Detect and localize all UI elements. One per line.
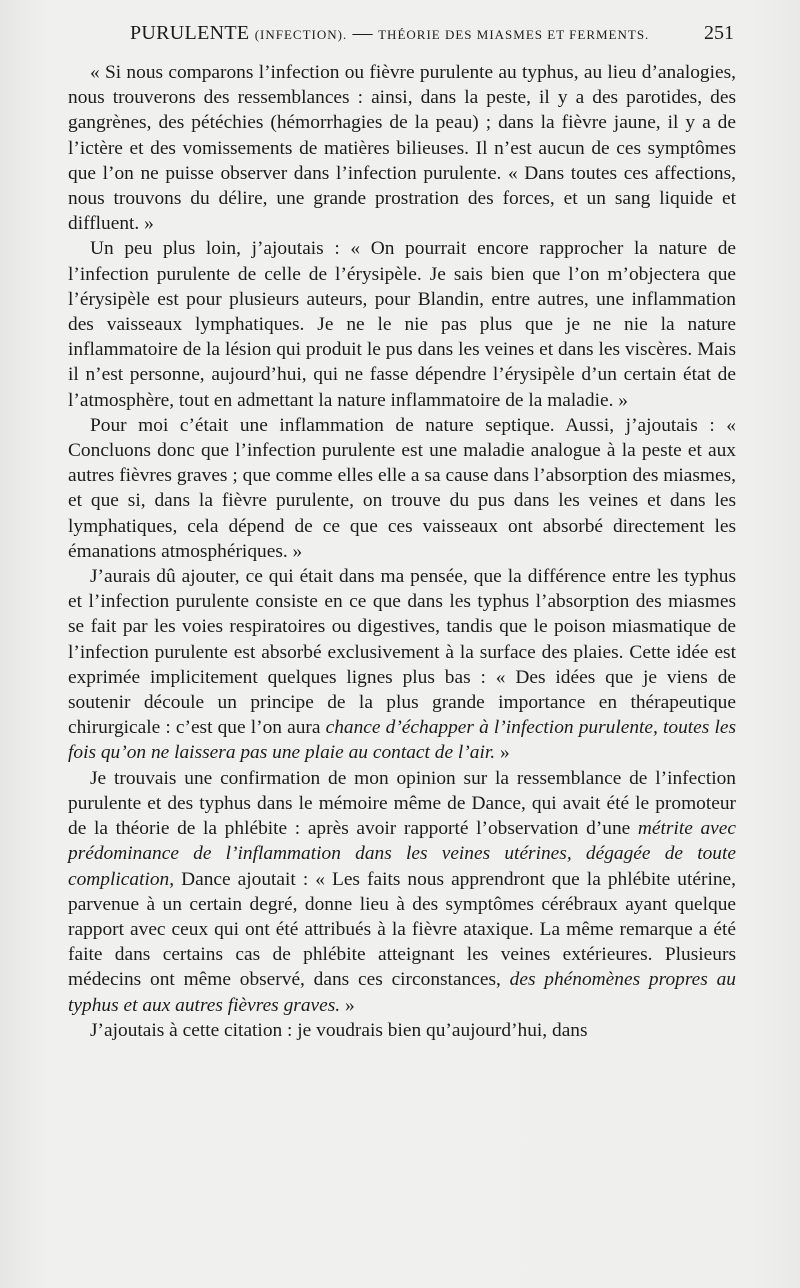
- text-segment: J’aurais dû ajouter, ce qui était dans ma pensée, que la différence entre les typhus et l’infection purulente consiste en ce que dans les typhus l’absorption des miasmes se fait par les voies respiratoires ou digestives, tandis que le poison miasmatique de l’infection purulente est absorbé exclusivement à la surface des plaies. Cette idée est exprimée implicitement quelques lignes plus bas : « Des idées que je viens de soutenir découle un principe de la plus grande importance en thérapeutique chirurgicale : c’est que l’on aura: [68, 566, 736, 739]
- text-segment: Un peu plus loin, j’ajoutais : « On pourrait encore rapprocher la nature de l’infection purulente de celle de l’érysipèle. Je sais bien que l’on m’objectera que l’érysipèle est pour plusieurs auteurs, pour Blandin, entre autres, une inflammation des vaisseaux lymphatiques. Je ne le nie pas plus que je ne nie la nature inflammatoire de la lésion qui produit le pus dans les veines et dans les viscères. Mais il n’est personne, aujourd’hui, qui ne fasse dépendre l’érysipèle d’un certain état de l’atmosphère, tout en admettant la nature inflammatoire de la maladie. »: [68, 238, 736, 411]
- running-title: [130, 22, 649, 45]
- paragraph: [68, 1018, 736, 1043]
- italic-text-segment: des phénomènes propres au typhus et aux autres fièvres graves.: [68, 969, 736, 1016]
- text-segment: Dance ajoutait : « Les faits nous apprendront que la phlébite utérine, parvenue à un certain degré, donne lieu à des symptômes cérébraux ayant quelque rapport avec ceux qui ont été attribués à la fièvre ataxique. La même remarque a été faite dans certains cas de phlébite atteignant les veines extérieures. Plusieurs médecins ont même observé, dans ces circonstances,: [68, 868, 736, 991]
- italic-text-segment: chance d’échapper à l’infection purulente, toutes les fois qu’on ne laissera pas une plaie au contact de l’air.: [68, 717, 736, 764]
- paragraph: [68, 564, 736, 766]
- title-main: PURULENTE: [130, 22, 250, 44]
- text-segment: Pour moi c’était une inflammation de nature septique. Aussi, j’ajoutais : « Concluons donc que l’infection purulente est une maladie analogue à la peste et aux autres fièvres graves ; que comme elles elle a sa cause dans l’absorption des miasmes, et que si, dans la fièvre purulente, on trouve du pus dans les veines et dans les lymphatiques, cela dépend de ce que ces vaisseaux ont absorbé directement les émanations atmosphériques. »: [68, 414, 736, 562]
- text-segment: »: [340, 994, 355, 1016]
- title-parenthetical: (INFECTION).: [254, 27, 348, 42]
- title-theory: THÉORIE DES MIASMES ET FERMENTS.: [378, 27, 650, 42]
- paragraph: [68, 236, 736, 412]
- paragraph: [68, 60, 736, 236]
- paragraph: [68, 766, 736, 1018]
- paragraph: [68, 413, 736, 564]
- italic-text-segment: métrite avec prédominance de l’inflammation dans les veines utérines, dégagée de toute complication,: [68, 818, 736, 890]
- running-header: [0, 22, 800, 50]
- body-text: [68, 60, 736, 1043]
- title-dash: —: [347, 22, 379, 44]
- text-segment: »: [495, 742, 510, 764]
- page-number: 251: [704, 22, 734, 44]
- text-segment: J’ajoutais à cette citation : je voudrais bien qu’aujourd’hui, dans: [90, 1019, 588, 1041]
- text-segment: Je trouvais une confirmation de mon opinion sur la ressemblance de l’infection purulente et des typhus dans le mémoire même de Dance, qui avait été le promoteur de la théorie de la phlébite : après avoir rapporté l’observation d’une: [68, 767, 736, 840]
- text-segment: « Si nous comparons l’infection ou fièvre purulente au typhus, au lieu d’analogies, nous trouverons des ressemblances : ainsi, dans la peste, il y a des parotides, des gangrènes, des pétéchies (hémorrhagies de la peau) ; dans la fièvre jaune, il y a de l’ictère et des vomissements de matières bilieuses. Il n’est aucun de ces symptômes que l’on ne puisse observer dans l’infection purulente. « Dans toutes ces affections, nous trouvons du délire, une grande prostration des forces, et un sang liquide et diffluent. »: [68, 62, 736, 235]
